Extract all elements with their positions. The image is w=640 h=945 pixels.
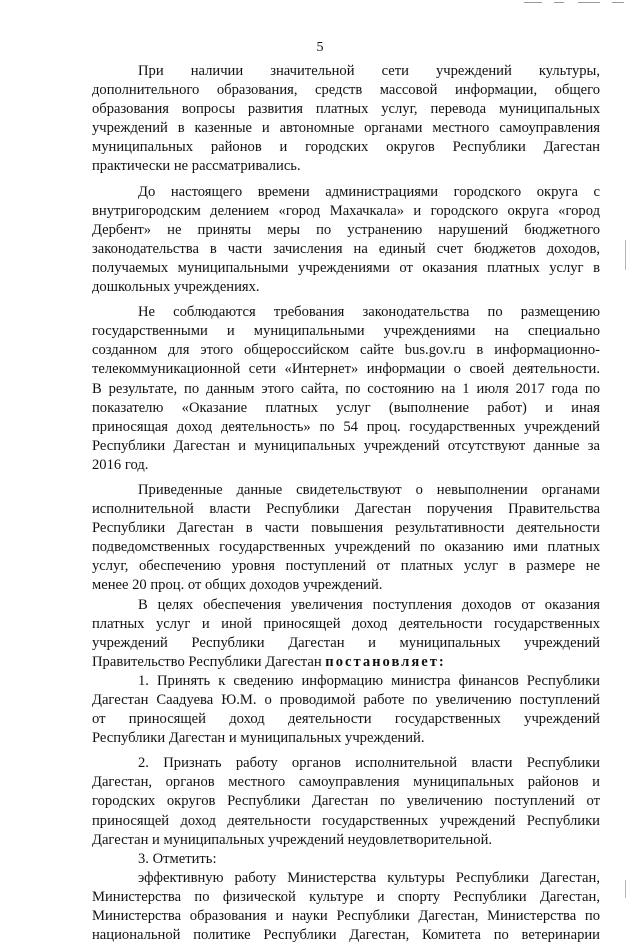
text-line <box>92 538 600 557</box>
text-line <box>92 481 600 500</box>
scan-edge-mark <box>625 240 626 270</box>
text-line <box>92 157 600 176</box>
text-line-content: учреждений в казенные и автономные органами местного самоуправления <box>92 120 600 137</box>
text-line-content: В результате, по данным этого сайта, по состоянию на 1 июля 2017 года по <box>92 380 600 397</box>
text-line-content: приносящей доход деятельности государственных учреждений Республики <box>92 812 600 829</box>
text-line <box>92 278 600 297</box>
text-line-content: практически не рассматривались. <box>92 158 301 175</box>
text-line-content: Приведенные данные свидетельствуют о невыполнении органами <box>138 481 600 498</box>
text-line <box>92 926 600 945</box>
text-line-content: 3. Отметить: <box>138 850 217 867</box>
text-line-content: образования вопросы развития платных услуг, перевода муниципальных <box>92 101 600 118</box>
text-line <box>92 557 600 576</box>
resolution-keyword: постановляет: <box>325 653 446 670</box>
text-line <box>92 792 600 811</box>
text-line-content: городских округов Республики Дагестан по увеличению поступлений от <box>92 793 600 810</box>
text-line-content: Дербент» не приняты меры по устранению нарушений бюджетного <box>92 221 600 238</box>
text-line-content: муниципальных районов и городских округов Республики Дагестан <box>92 139 600 156</box>
text-line-content: национальной политике Республики Дагестан, Комитета по ветеринарии <box>92 927 600 944</box>
text-line-content: 2. Признать работу органов исполнительной власти Республики <box>138 755 600 772</box>
text-line <box>92 672 600 691</box>
text-line <box>92 691 600 710</box>
text-line <box>92 202 600 221</box>
text-line <box>92 183 600 202</box>
text-line-content: получаемых муниципальными учреждениями от оказания платных услуг в <box>92 259 600 276</box>
text-line <box>92 869 600 888</box>
text-line-content: показателю «Оказание платных услуг (выполнение работ) и иная <box>92 399 600 416</box>
text-line-content: дополнительного образования, средств массовой информации, общего <box>92 82 600 99</box>
text-line <box>92 519 600 538</box>
text-line-content: Дагестан и муниципальных учреждений неудовлетворительной. <box>92 831 493 848</box>
text-line <box>92 907 600 926</box>
text-line <box>92 456 600 475</box>
text-line-content: платных услуг и иной приносящей доход деятельности государственных <box>92 615 600 632</box>
text-line-content: Республики Дагестан в части повышения результативности деятельности <box>92 520 600 537</box>
text-line <box>92 380 600 399</box>
scan-artifact-marks <box>520 0 640 10</box>
text-line-content: Республики Дагестан и муниципальных учреждений отсутствуют данные за <box>92 437 600 454</box>
text-line <box>92 812 600 831</box>
text-line-content: подведомственных государственных учреждений по оказанию ими платных <box>92 539 600 556</box>
text-line-content: До настоящего времени администрациями городского округа с <box>138 183 600 200</box>
text-line-content: дошкольных учреждениях. <box>92 279 260 296</box>
text-line-content: приносящая доход деятельность» по 54 проц. государственных учреждений <box>92 418 600 435</box>
text-line-content: Министерства образования и науки Республики Дагестан, Министерства по <box>92 908 600 925</box>
scan-edge-mark <box>625 880 626 898</box>
text-line <box>92 100 600 119</box>
text-line-content: созданном для этого общероссийском сайте bus.gov.ru в информационно- <box>92 342 600 359</box>
text-line <box>92 303 600 322</box>
text-line <box>92 615 600 634</box>
text-line <box>92 399 600 418</box>
text-line-content: законодательства в части зачисления на единый счет бюджетов доходов, <box>92 240 600 257</box>
text-line <box>92 754 600 773</box>
text-line-content: Дагестан Саадуева Ю.М. о проводимой работе по увеличению поступлений <box>92 692 600 708</box>
text-line <box>92 888 600 907</box>
text-line <box>92 773 600 792</box>
text-line <box>92 240 600 259</box>
text-line <box>92 81 600 100</box>
text-line-content: услуг, обеспечению уровня поступлений от платных услуг в размере не <box>92 558 600 575</box>
text-line <box>92 62 600 81</box>
text-line <box>92 596 600 615</box>
text-line <box>92 653 600 672</box>
text-line <box>92 634 600 653</box>
text-line-content: исполнительной власти Республики Дагестан поручения Правительства <box>92 501 600 518</box>
text-line-content: 2016 год. <box>92 456 149 473</box>
text-line-content: государственными и муниципальными учреждениями на специально <box>92 323 600 340</box>
document-body <box>92 62 600 945</box>
text-line <box>92 576 600 595</box>
text-line-content: телекоммуникационной сети «Интернет» информации о своей деятельности. <box>92 361 600 378</box>
text-line <box>92 138 600 157</box>
text-line <box>92 418 600 437</box>
text-line <box>92 259 600 278</box>
text-line <box>92 322 600 341</box>
text-line <box>92 850 600 869</box>
text-line-content: 1. Принять к сведению информацию министра финансов Республики <box>138 672 600 689</box>
text-line <box>92 360 600 379</box>
page-number: 5 <box>316 40 324 55</box>
text-line <box>92 710 600 729</box>
text-line <box>92 221 600 240</box>
text-line-content: учреждений Республики Дагестан и муниципальных учреждений <box>92 634 600 651</box>
text-line <box>92 341 600 360</box>
text-line-content: Не соблюдаются требования законодательства по размещению <box>138 304 600 321</box>
text-line <box>92 500 600 519</box>
text-line-content: эффективную работу Министерства культуры Республики Дагестан, <box>138 869 600 886</box>
text-line <box>92 119 600 138</box>
text-line-content: В целях обеспечения увеличения поступления доходов от оказания <box>138 596 600 613</box>
text-line <box>92 729 600 748</box>
text-line-content: Дагестан, органов местного самоуправления муниципальных районов и <box>92 774 600 791</box>
text-line <box>92 831 600 850</box>
text-line-content: от приносящей доход деятельности государственных учреждений <box>92 711 600 728</box>
text-line-content: менее 20 проц. от общих доходов учреждений. <box>92 577 383 594</box>
text-line-content: При наличии значительной сети учреждений культуры, <box>138 63 600 79</box>
text-line-content: внутригородским делением «город Махачкала» и городского округа «город <box>92 202 600 219</box>
text-line-content: Республики Дагестан и муниципальных учреждений. <box>92 730 425 747</box>
text-line-content: Министерства по физической культуре и спорту Республики Дагестан, <box>92 888 600 905</box>
text-line <box>92 437 600 456</box>
text-line-content: Правительство Республики Дагестан <box>92 653 326 670</box>
